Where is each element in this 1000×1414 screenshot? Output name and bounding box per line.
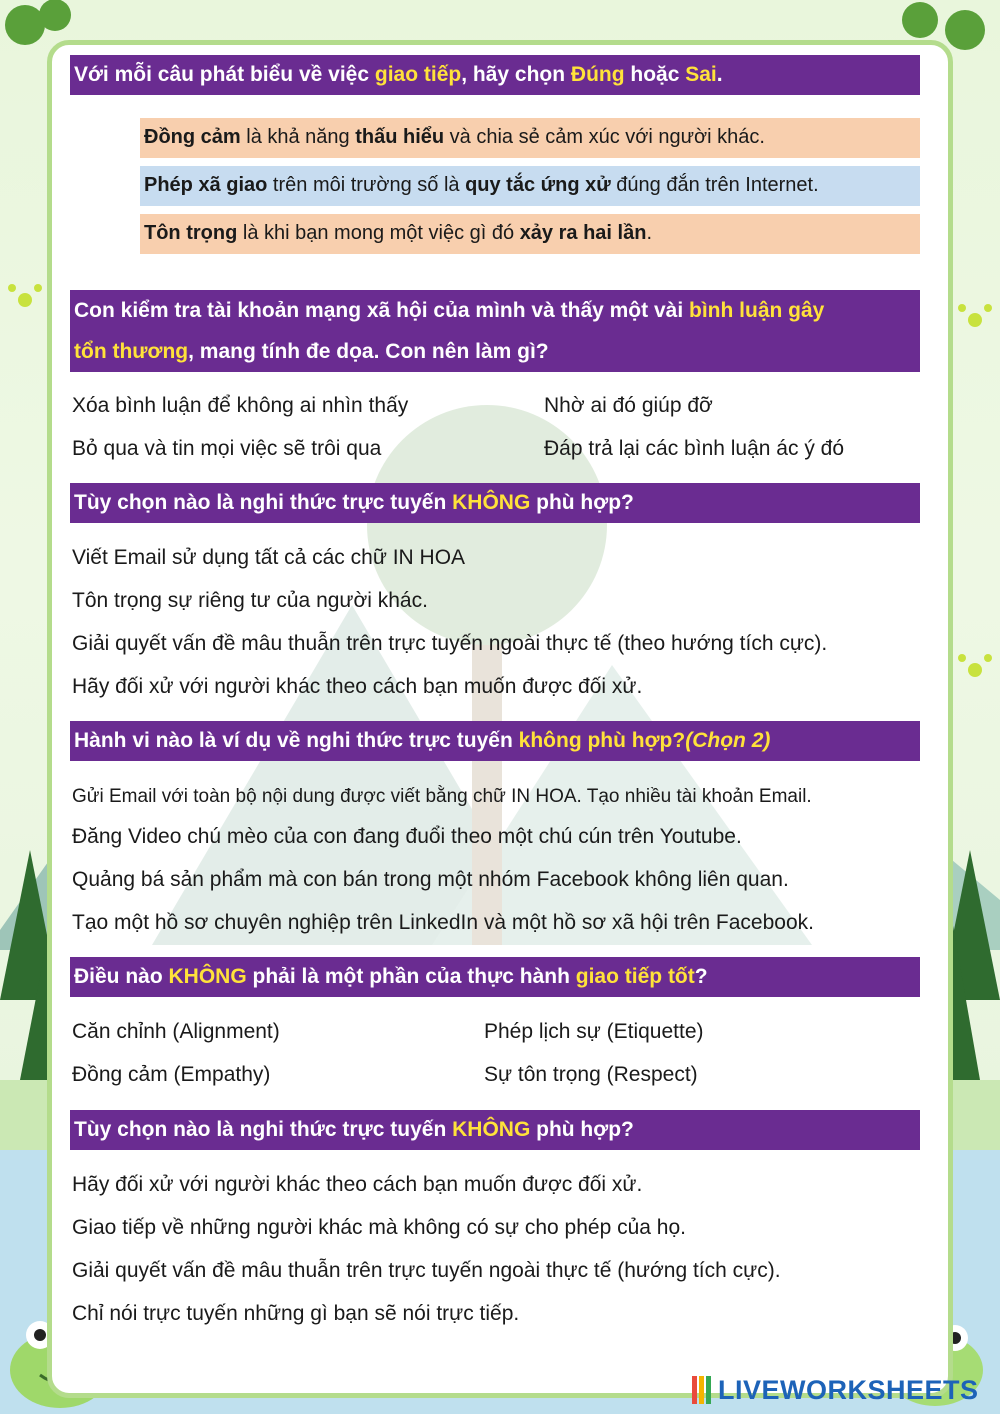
q2-option-4[interactable]: Đáp trả lại các bình luận ác ý đó: [544, 437, 845, 460]
q3-option-1[interactable]: Viết Email sử dụng tất cả các chữ IN HOA: [72, 546, 466, 569]
question-1-prompt: Với mỗi câu phát biểu về việc giao tiếp, hãy chọn Đúng hoặc Sai.: [70, 55, 920, 95]
q6-option-2[interactable]: Giao tiếp về những người khác mà không có sự cho phép của họ.: [72, 1216, 686, 1239]
statement-empathy[interactable]: Đồng cảm là khả năng thấu hiểu và chia sẻ cảm xúc với người khác.: [140, 118, 920, 158]
question-5-prompt: Điều nào KHÔNG phải là một phần của thực hành giao tiếp tốt?: [70, 957, 920, 997]
q3-option-2[interactable]: Tôn trọng sự riêng tư của người khác.: [72, 589, 428, 612]
q4-option-2[interactable]: Đăng Video chú mèo của con đang đuổi theo một chú cún trên Youtube.: [72, 825, 742, 848]
liveworksheets-logo: [692, 1372, 979, 1408]
question-2-prompt: Con kiểm tra tài khoản mạng xã hội của mình và thấy một vài bình luận gây tổn thương, mang tính đe dọa. Con nên làm gì?: [70, 290, 920, 372]
q3-option-3[interactable]: Giải quyết vấn đề mâu thuẫn trên trực tuyến ngoài thực tế (theo hướng tích cực).: [72, 632, 828, 655]
q2-option-1[interactable]: Xóa bình luận để không ai nhìn thấy: [72, 394, 409, 417]
q5-option-1[interactable]: Căn chỉnh (Alignment): [72, 1020, 280, 1043]
statement-respect[interactable]: Tôn trọng là khi bạn mong một việc gì đó xảy ra hai lần.: [140, 214, 920, 254]
q3-option-4[interactable]: Hãy đối xử với người khác theo cách bạn muốn được đối xử.: [72, 675, 643, 698]
q6-option-4[interactable]: Chỉ nói trực tuyến những gì bạn sẽ nói trực tiếp.: [72, 1302, 520, 1325]
liveworksheets-logo-icon: [692, 1376, 714, 1404]
q6-option-1[interactable]: Hãy đối xử với người khác theo cách bạn muốn được đối xử.: [72, 1173, 643, 1196]
statement-etiquette[interactable]: Phép xã giao trên môi trường số là quy tắc ứng xử đúng đắn trên Internet.: [140, 166, 920, 206]
q4-option-1[interactable]: Gửi Email với toàn bộ nội dung được viết bằng chữ IN HOA. Tạo nhiều tài khoản Email.: [72, 786, 812, 807]
q2-option-2[interactable]: Nhờ ai đó giúp đỡ: [544, 394, 713, 417]
q4-option-4[interactable]: Tạo một hồ sơ chuyên nghiệp trên LinkedIn và một hồ sơ xã hội trên Facebook.: [72, 911, 814, 934]
brand-name: LIVEWORKSHEETS: [718, 1374, 979, 1405]
q5-option-4[interactable]: Sự tôn trọng (Respect): [484, 1063, 698, 1086]
q5-option-2[interactable]: Phép lịch sự (Etiquette): [484, 1020, 704, 1043]
q4-option-3[interactable]: Quảng bá sản phẩm mà con bán trong một nhóm Facebook không liên quan.: [72, 868, 789, 891]
q2-option-3[interactable]: Bỏ qua và tin mọi việc sẽ trôi qua: [72, 437, 382, 460]
question-4-prompt: Hành vi nào là ví dụ về nghi thức trực tuyến không phù hợp?(Chọn 2): [70, 721, 920, 761]
question-3-prompt: Tùy chọn nào là nghi thức trực tuyến KHÔNG phù hợp?: [70, 483, 920, 523]
question-6-prompt: Tùy chọn nào là nghi thức trực tuyến KHÔNG phù hợp?: [70, 1110, 920, 1150]
q5-option-3[interactable]: Đồng cảm (Empathy): [72, 1063, 271, 1086]
q6-option-3[interactable]: Giải quyết vấn đề mâu thuẫn trên trực tuyến ngoài thực tế (hướng tích cực).: [72, 1259, 781, 1282]
